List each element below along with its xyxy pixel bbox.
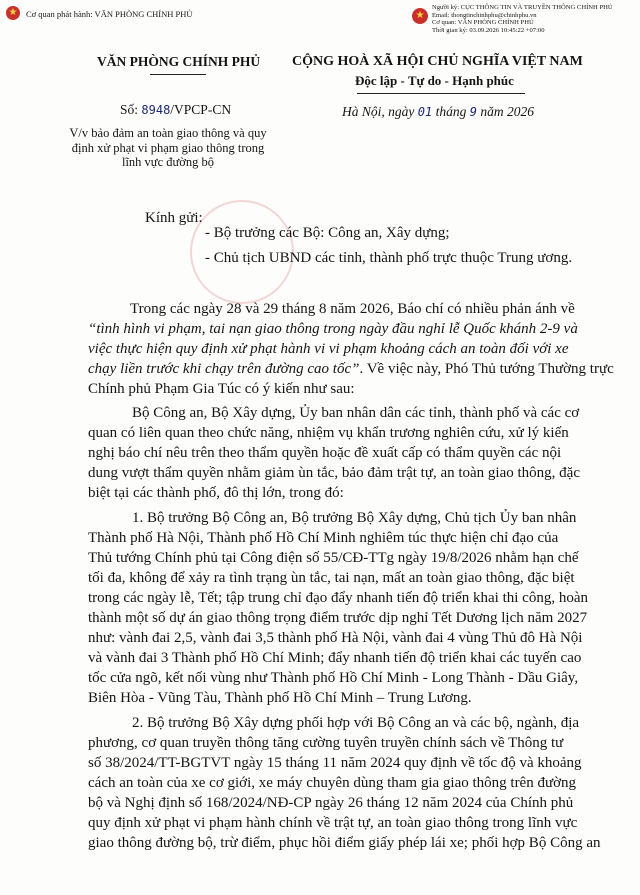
item1-line-1: 1. Bộ trưởng Bộ Công an, Bộ trưởng Bộ Xây dựng, Chủ tịch Ủy ban nhân [132,510,577,526]
item2-line-5: bộ và Nghị định số 168/2024/NĐ-CP ngày 26 tháng 12 năm 2024 của Chính phủ [88,795,574,811]
intro-line-3 [88,339,569,359]
doc-number-suffix: /VPCP-CN [170,102,232,117]
document-number [120,102,231,118]
item1-line-5: trong các ngày lễ, Tết; tập trung chỉ đạo đẩy nhanh tiến độ triển khai thi công, hoàn [88,590,588,606]
subject-line: V/v bảo đảm an toàn giao thông và quy [69,126,267,140]
subject-line: định xử phạt vi phạm giao thông trong [71,140,265,155]
date-part-2: tháng [432,104,470,119]
date-part-3: năm 2026 [476,104,534,119]
para2-line-3: nghị báo chí nêu trên theo thẩm quyền hoặc đề xuất cấp có thẩm quyền các nội [88,445,562,461]
intro-line-5: Chính phủ Phạm Gia Túc có ý kiến như sau: [88,381,355,397]
item1-line-4: tối đa, không để xảy ra tình trạng ùn tắc, tai nạn, mất an toàn giao thông, đặc biệt [88,570,575,586]
para2-line-2: quan có liên quan theo chức năng, nhiệm vụ khẩn trương nghiên cứu, xử lý kiến [88,425,569,441]
signature-time: Thời gian ký: 03.09.2026 10:45:22 +07:00 [432,26,545,34]
item1-line-10: Biên Hòa - Vũng Tàu, Thành phố Hồ Chí Minh – Trung Lương. [88,690,472,706]
issuer-line: Cơ quan phát hành: VĂN PHÒNG CHÍNH PHỦ [26,9,193,19]
signature-email: Email: thongtinchinhphu@chinhphu.vn [432,11,537,19]
digital-signature-block [432,4,613,34]
subject-block [60,126,276,170]
item1-line-9: tốc cửa ngõ, kết nối vùng như Thành phố Hồ Chí Minh - Long Thành - Dầu Giây, [88,670,579,686]
intro-line-4 [88,359,614,379]
agency-underline [150,74,206,75]
recipient-1: - Bộ trưởng các Bộ: Công an, Xây dựng; [205,225,450,241]
motto: Độc lập - Tự do - Hạnh phúc [355,73,514,88]
signature-emblem-icon: ★ [412,8,428,24]
item2-line-1: 2. Bộ trưởng Bộ Xây dựng phối hợp với Bộ Công an và các bộ, ngành, địa [132,715,580,731]
item2-line-3: số 38/2024/TT-BGTVT ngày 15 tháng 11 năm 2024 quy định về tốc độ và khoảng [88,755,582,771]
intro-line-3-text: việc thực hiện quy định xử phạt hành vi vi phạm khoảng cách an toàn đối với xe [88,341,569,357]
intro-line-1: Trong các ngày 28 và 29 tháng 8 năm 2026, Báo chí có nhiều phản ánh về [130,301,575,317]
item1-line-8: và vành đai 3 Thành phố Hồ Chí Minh; đẩy nhanh tiến độ triển khai các tuyến cao [88,650,582,666]
doc-number-prefix: Số: [120,102,142,117]
quoted-text: chạy liền trước khi chạy trên đường cao tốc” [88,361,360,377]
agency-name: VĂN PHÒNG CHÍNH PHỦ [97,54,261,69]
intro-line-2-text: “tình hình vi phạm, tai nạn giao thông trong ngày đầu nghỉ lễ Quốc khánh 2-9 và [88,321,578,337]
nation-title: CỘNG HOÀ XÃ HỘI CHỦ NGHĨA VIỆT NAM [292,54,583,69]
doc-number-handwritten: 8948 [141,103,171,117]
motto-underline [357,93,525,94]
subject-line: lĩnh vực đường bộ [121,155,215,169]
item2-line-2: phương, cơ quan truyền thông tăng cường tuyên truyền chính sách về Thông tư [88,735,564,751]
item2-line-7: giao thông đường bộ, trừ điểm, phục hồi điểm giấy phép lái xe; phối hợp Bộ Công an [88,835,601,851]
signature-agency: Cơ quan: VĂN PHÒNG CHÍNH PHỦ [432,19,534,27]
item1-line-2: Thành phố Hà Nội, Thành phố Hồ Chí Minh nghiêm túc thực hiện chỉ đạo của [88,530,559,546]
item2-line-6: quy định xử phạt vi phạm hành chính về trật tự, an toàn giao thông trong lĩnh vực [88,815,578,831]
date-day-handwritten: 01 [417,105,433,119]
para2-line-5: biệt tại các thành phố, đô thị lớn, trong đó: [88,485,344,501]
item1-line-6: thành một số dự án giao thông trọng điểm trước dịp nghỉ Tết Dương lịch năm 2027 [88,610,588,626]
item2-line-4: cách an toàn của xe cơ giới, xe máy chuyên dùng tham gia giao thông trên đường [88,775,577,791]
para2-line-1: Bộ Công an, Bộ Xây dựng, Ủy ban nhân dân các tỉnh, thành phố và các cơ [132,405,580,421]
intro-line-2 [88,319,578,339]
item1-line-7: như: vành đai 2,5, vành đai 3,5 thành phố Hà Nội, vành đai 4 vùng Thủ đô Hà Nội [88,630,583,646]
national-emblem-icon: ★ [6,6,20,20]
signature-signer: Người ký: CỤC THÔNG TIN VÀ TRUYỀN THÔNG CHÍNH PHỦ [432,4,613,11]
date-month-handwritten: 9 [469,105,477,119]
recipients-label: Kính gửi: [145,210,203,226]
recipient-2: - Chủ tịch UBND các tỉnh, thành phố trực thuộc Trung ương. [205,250,573,266]
date-part-1: Hà Nội, ngày [342,104,418,119]
document-date [342,104,534,120]
para2-line-4: dung vượt thẩm quyền nhằm giảm ùn tắc, bảo đảm trật tự, an toàn giao thông, đặc [88,465,580,481]
item1-line-3: Thủ tướng Chính phủ tại Công điện số 55/CĐ-TTg ngày 19/8/2026 nhằm hạn chế [88,550,579,566]
intro-line-4-rest: . Về việc này, Phó Thủ tướng Thường trực [359,361,614,377]
